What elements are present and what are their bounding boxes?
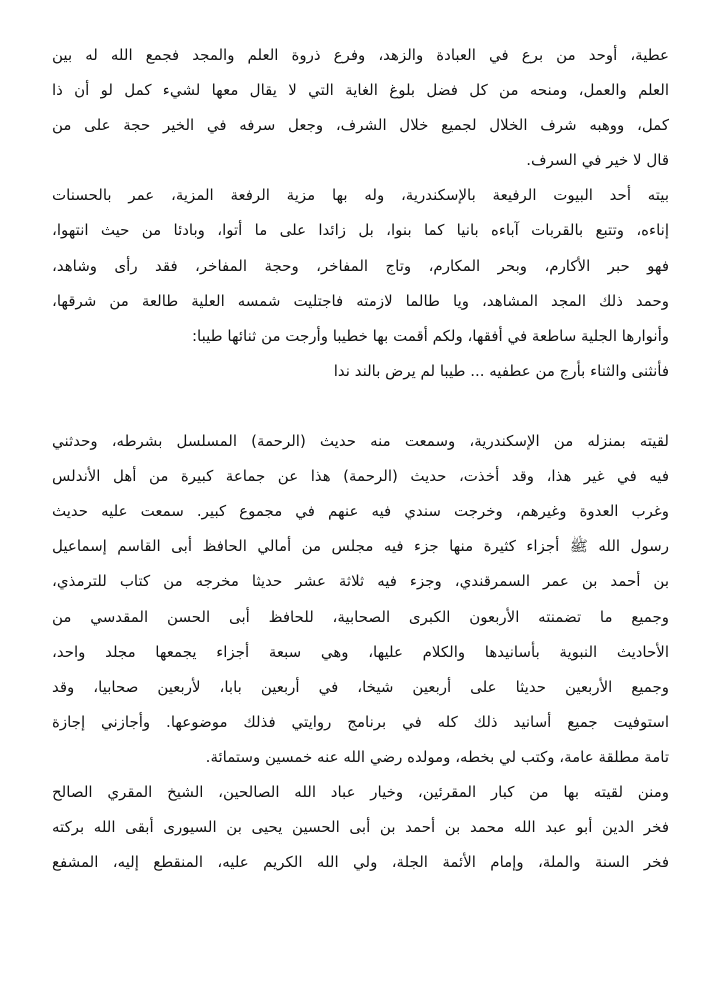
- text-line: رسول الله ﷺ أجزاء كثيرة منها جزء فيه مجلس من أمالي الحافظ أبى القاسم إسماعيل: [52, 537, 669, 556]
- text-line: بيته أحد البيوت الرفيعة بالإسكندرية، وله بها مزية الرفعة المزية، عمر بالحسنات: [52, 186, 669, 205]
- text-line: العلم والعمل، ومنحه من كل فضل بلوغ الغاية التي لا يقال معها لشيء كمل لو أن ذا: [52, 81, 669, 100]
- verse-line: فأنثنى والثناء بأرج من عطفيه ... طيبا لم يرض بالند ندا: [333, 361, 669, 380]
- text-line: بن أحمد بن عمر السمرقندي، وجزء فيه ثلاثة عشر حديثا مخرجه من كتاب للترمذي،: [52, 572, 669, 591]
- text-line: استوفيت جميع أسانيد ذلك كله في برنامج روايتي فذلك موضوعها. وأجازني إجازة: [52, 712, 669, 731]
- text-line: تامة مطلقة عامة، وكتب لي بخطه، ومولده رضي الله عنه خمسين وستمائة.: [205, 747, 669, 766]
- text-line: عطية، أوحد من برع في العبادة والزهد، وفرع ذروة العلم والمجد فجمع الله له بين: [52, 46, 669, 64]
- text-line: وجميع الأربعين حديثا على أربعين شيخا، في أربعين بابا، لأربعين صحابيا، وقد: [52, 677, 669, 696]
- text-line: إناءه، وتتبع بالقربات آباءه بانيا كما بنوا، بل زائدا على ما أتوا، وبادئا من حيث انتهوا،: [52, 221, 669, 240]
- text-line: كمل، ووهبه شرف الخلال لجميع خلال الشرف، وجعل سرفه في الخير حجة على من: [52, 116, 669, 135]
- document-page: [52, 38, 669, 880]
- blank-line: [52, 389, 669, 424]
- text-line: فهو حبر الأكارم، وبحر المكارم، وتاج المفاخر، وحجة المفاخر، فقد رأى وشاهد،: [52, 256, 669, 275]
- text-line: وجميع ما تضمنته الأربعون الكبرى الصحابية، للحافظ أبى الحسن المقدسي من: [52, 607, 669, 626]
- text-line: ومنن لقيته بها من كبار المقرئين، وخيار عباد الله الصالحين، الشيخ المقري الصالح: [52, 782, 669, 801]
- text-line: فخر الدين أبو عبد الله محمد بن أحمد بن أبى الحسين يحيى بن السيورى أبقى الله بركته: [52, 818, 669, 837]
- text-line: لقيته بمنزله من الإسكندرية، وسمعت منه حديث (الرحمة) المسلسل بشرطه، وحدثني: [52, 432, 669, 451]
- text-line: فخر السنة والملة، وإمام الأئمة الجلة، ولي الله الكريم عليه، المنقطع إليه، المشفع: [52, 853, 669, 872]
- text-line: الأحاديث النبوية بأسانيدها والكلام عليها، وهي سبعة أجزاء يجمعها مجلد واحد،: [52, 642, 669, 661]
- text-line: قال لا خير في السرف.: [526, 151, 669, 170]
- text-line: وحمد ذلك المجد المشاهد، ويا طالما لازمته فاجتليت شمسه العلية طالعة من شرقها،: [52, 291, 669, 310]
- text-line: وأنوارها الجلية ساطعة في أفقها، ولكم أقمت بها خطيبا وأرجت من ثنائها طيبا:: [191, 326, 669, 345]
- text-line: وغرب العدوة وغيرهم، وخرجت سندي فيه عنهم في مجموع كبير. سمعت عليه حديث: [52, 502, 669, 521]
- text-line: فيه في غير هذا، وقد أخذت، حديث (الرحمة) هذا عن جماعة كبيرة من أهل الأندلس: [52, 467, 669, 486]
